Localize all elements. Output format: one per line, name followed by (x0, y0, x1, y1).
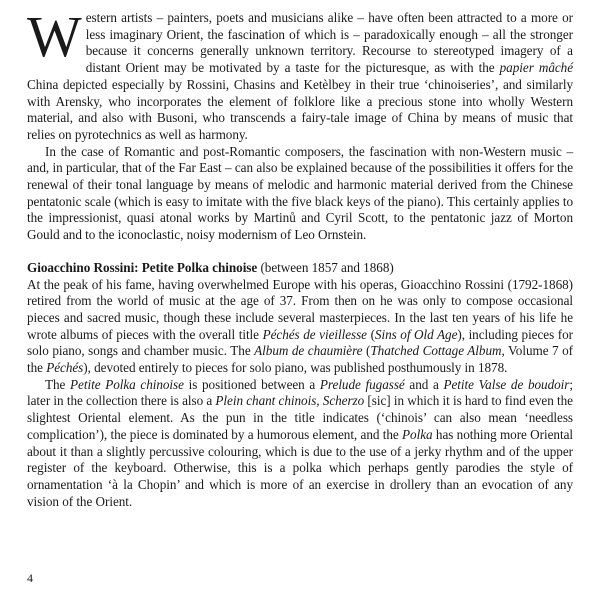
text-run: ( (362, 343, 371, 359)
text-run: estern artists – painters, poets and musicians alike – have often been attracted to a more or less imaginary Orient, the fascination of which is – paradoxically enough – all the stronger because it concerns generally unknown territory. Recourse to stereotyped imagery of a distant Orient may be motivated by a taste for the picturesque, as with the (85, 10, 573, 76)
document-page (27, 4, 574, 510)
italic-text-run: Thatched Cottage Album (370, 343, 502, 359)
italic-text-run: Plein chant chinois, Scherzo (215, 393, 365, 409)
section-heading (27, 260, 573, 277)
italic-text-run: Sins of Old Age (374, 326, 458, 342)
italic-text-run: Album de chaumière (254, 343, 363, 359)
italic-text-run: Péchés de vieillesse (262, 326, 367, 342)
section-paragraph-1 (27, 277, 573, 377)
drop-cap: W (27, 4, 82, 69)
intro-paragraph-1 (27, 4, 574, 144)
intro-paragraph-2: In the case of Romantic and post-Romantic composers, the fascination with non-Western music – and, in particular, that of the Far East – can also be explained because of the possibilities it offers for the renewal of their tonal language by means of melodic and harmonic material derived from the Chinese pentatonic scale (which is easy to imitate with the five black keys of the piano). This certainly applies to the impressionist, quasi atonal works by Martinů and Cyril Scott, to the pentatonic jazz of Morton Gould and to the iconoclastic, noisy modernism of Leo Ornstein. (27, 143, 573, 243)
text-run: is positioned between a (183, 376, 320, 392)
text-run: ( (366, 326, 375, 342)
intro-paragraph-1-text (27, 4, 574, 142)
italic-text-run: Petite Polka chinoise (70, 376, 184, 392)
page-number: 4 (27, 571, 33, 585)
italic-text-run: Petite Valse de boudoir (443, 376, 570, 392)
text-run: and a (404, 376, 444, 392)
italic-text-run: Péchés (46, 360, 84, 376)
italic-text-run: papier mâché (499, 60, 574, 76)
text-run: [sic] in which it is hard to find even the slightest Oriental element. As the pun in the title indicates (‘chinois’ can also mean ‘needless complication’), the piece is dominated by a humorous element, and the (27, 393, 573, 442)
text-run: ; later in the collection there is also a (27, 376, 573, 409)
section-heading-title: Gioacchino Rossini: Petite Polka chinoise (27, 259, 258, 275)
text-run: , Volume 7 of the (27, 343, 574, 376)
section-paragraph-2 (27, 377, 573, 511)
italic-text-run: Polka (402, 426, 433, 442)
italic-text-run: Prelude fugassé (319, 376, 405, 392)
section-heading-dates: (between 1857 and 1868) (257, 259, 394, 275)
section-spacer (27, 244, 573, 260)
text-run: At the peak of his fame, having overwhelmed Europe with his operas, Gioacchino Rossini (1792-1868) retired from the world of music at the age of 37. From then on he was only to compose occasional pieces and sacred music, though these include several masterpieces. In the last ten years of his life he wrote albums of pieces with the overall title (27, 276, 573, 342)
text-run: has nothing more Oriental about it than a slightly percussive colouring, which is due to the use of a jerky rhythm and of the upper register of the keyboard. Otherwise, this is a polka which perhaps gently parodies the style of ornamentation ‘à la Chopin’ and which is more of an exercise in drollery than an evocation of any vision of the Orient. (27, 426, 573, 509)
text-run: ), devoted entirely to pieces for solo piano, was published posthumously in 1878. (83, 360, 508, 376)
text-run: ), including pieces for solo piano, songs and chamber music. The (27, 326, 573, 359)
text-run: China depicted especially by Rossini, Chasins and Ketèlbey in their true ‘chinoiseries’, and similarly with Arensky, who incorporates the element of folklore like a precious stone into wholly Western material, and also with Busoni, who transcends a fairy-tale image of China by means of music that relies on pyrotechnics as well as harmony. (27, 76, 573, 142)
text-run: The (45, 376, 71, 392)
